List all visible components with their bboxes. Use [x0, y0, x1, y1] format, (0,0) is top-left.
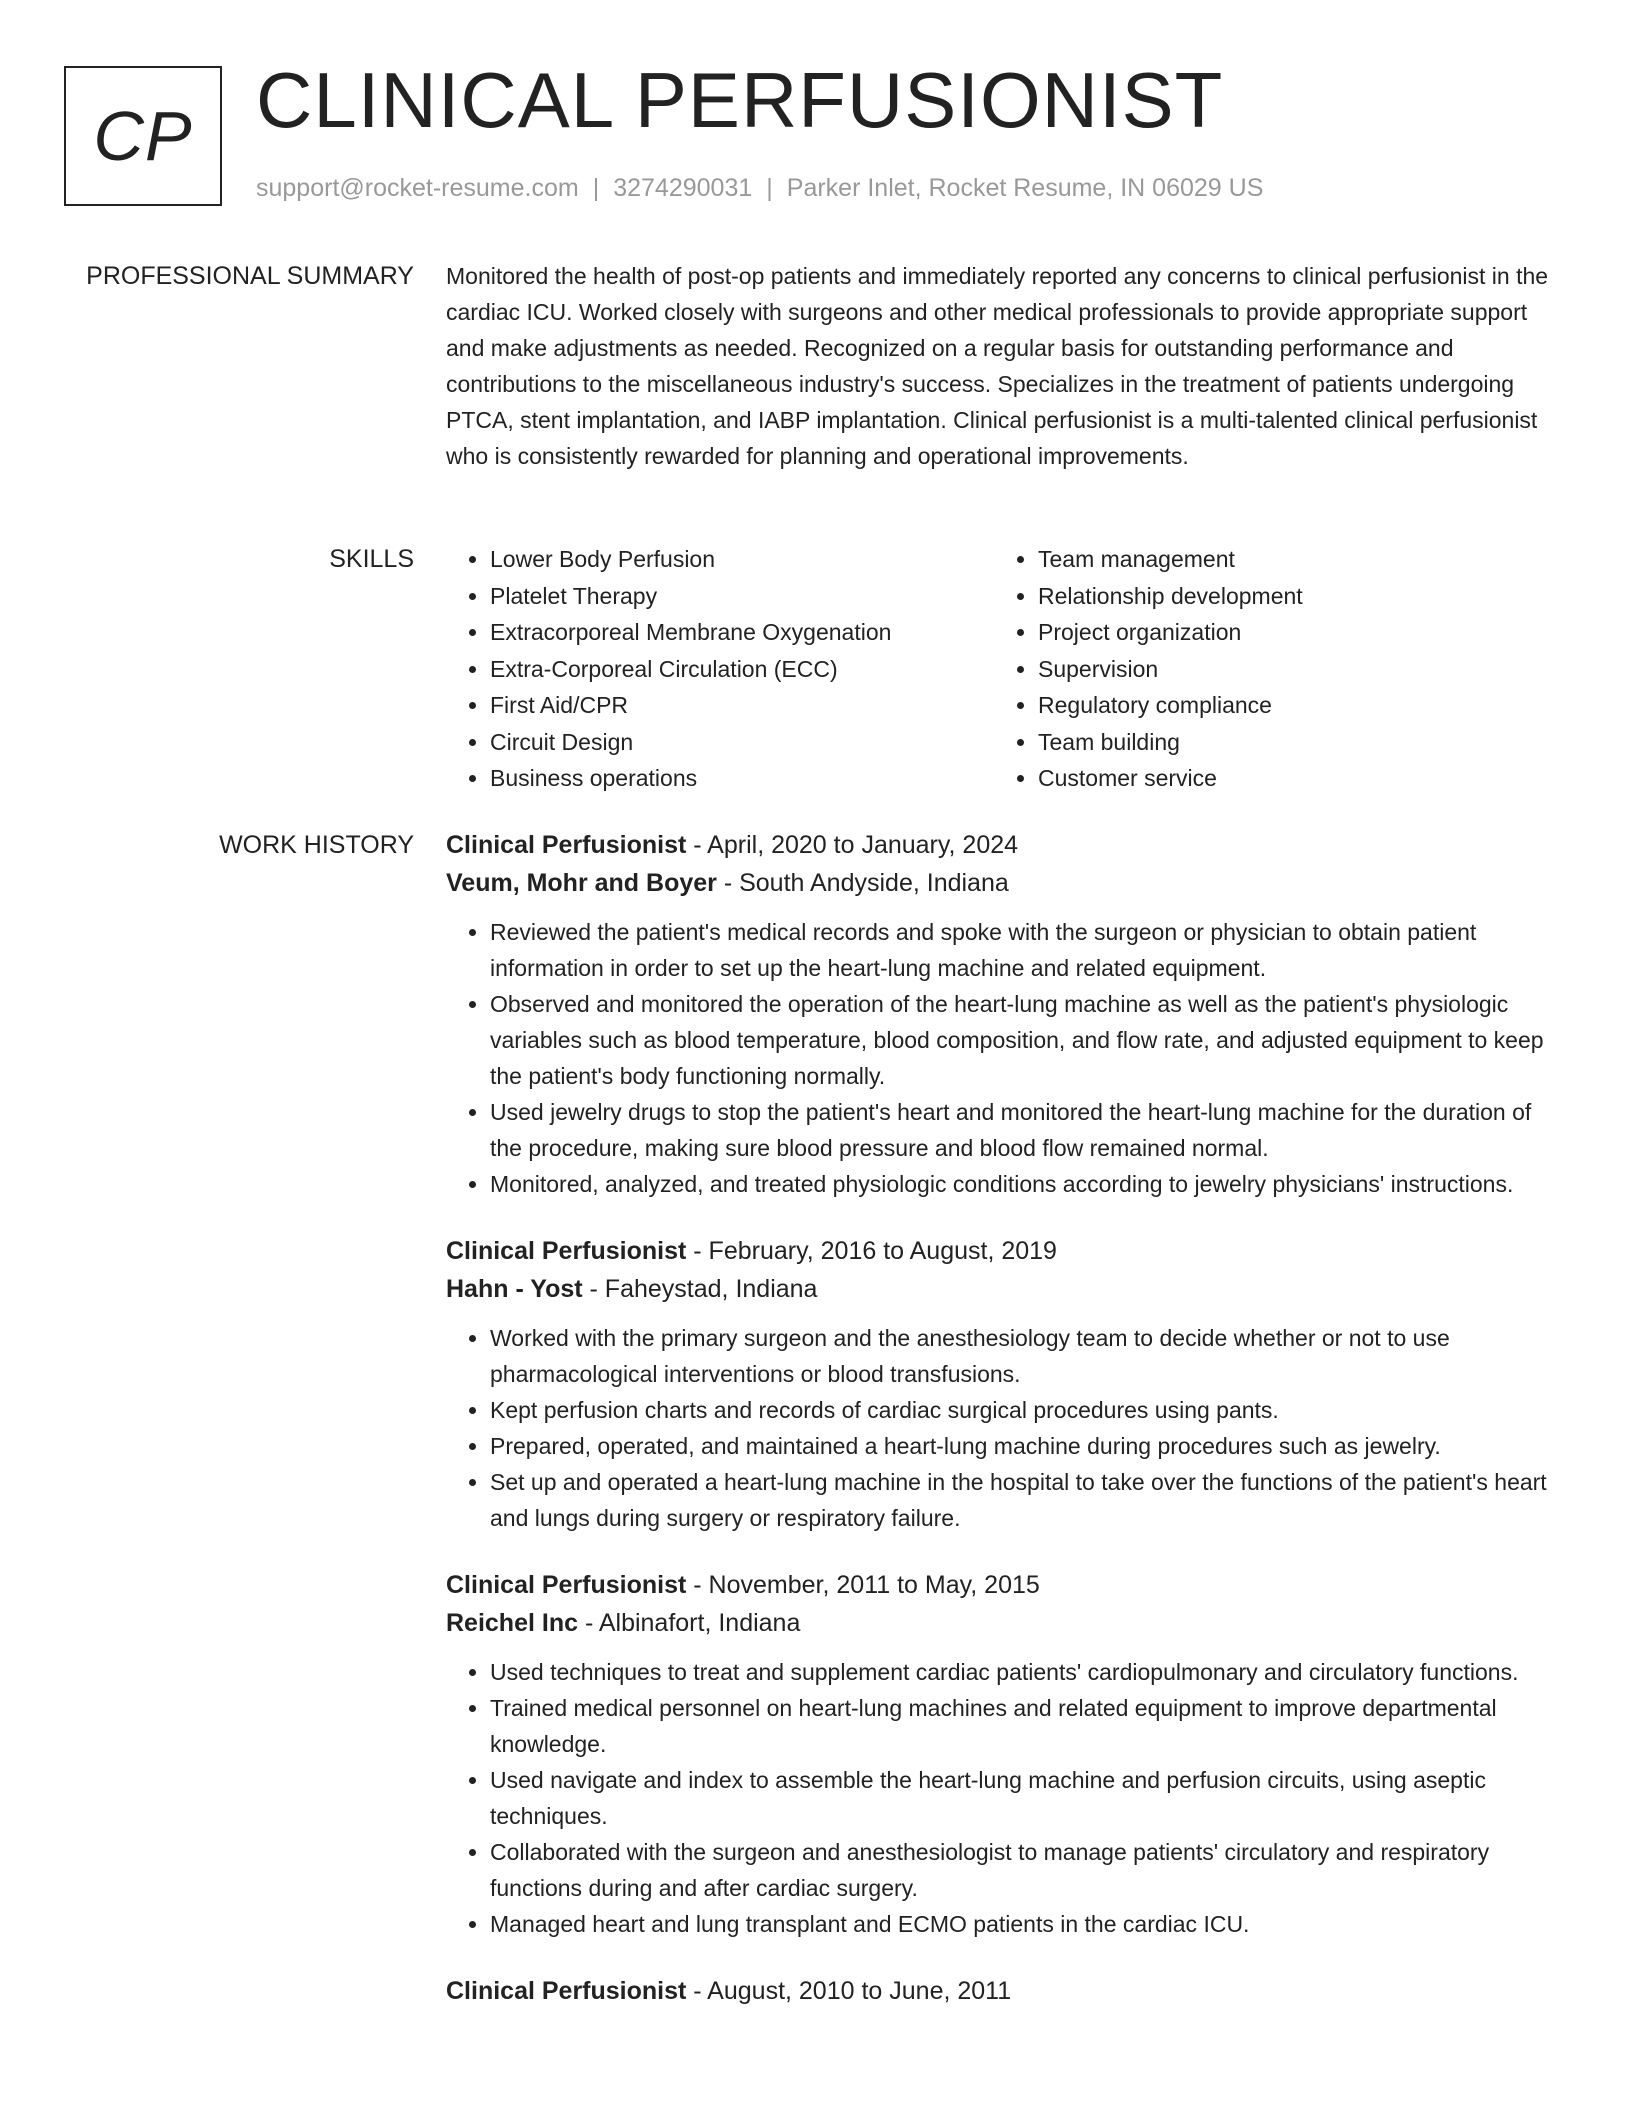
job-location: - Faheystad, Indiana [582, 1275, 818, 1303]
job-bullet: • Used techniques to treat and supplement cardiac patients' cardiopulmonary and circulatory functions. [490, 1654, 1556, 1690]
skill-item: • Supervision [1038, 651, 1303, 688]
job-title-line [446, 1232, 1556, 1270]
job-company-line [446, 864, 1556, 902]
job-dates: - November, 2011 to May, 2015 [686, 1571, 1040, 1599]
job-bullet: • Set up and operated a heart-lung machine in the hospital to take over the functions of the patient's heart and lungs during surgery or respiratory failure. [490, 1464, 1556, 1536]
skills-body [446, 541, 1556, 797]
job-entry [446, 1566, 1556, 1942]
skill-item: • Team building [1038, 724, 1303, 761]
contact-separator: | [766, 174, 773, 202]
job-title-line [446, 826, 1556, 864]
job-bullet: • Kept perfusion charts and records of cardiac surgical procedures using pants. [490, 1392, 1556, 1428]
job-company: Hahn - Yost [446, 1275, 583, 1303]
job-bullet: • Observed and monitored the operation of the heart-lung machine as well as the patient's physiologic variables such as blood temperature, blood composition, and flow rate, and adjusted equipment to keep the patient's body functioning normally. [490, 986, 1556, 1094]
job-bullet: • Monitored, analyzed, and treated physiologic conditions according to jewelry physicians' instructions. [490, 1166, 1556, 1202]
skill-item: • First Aid/CPR [490, 687, 994, 724]
skill-item: • Regulatory compliance [1038, 687, 1303, 724]
job-title-line [446, 1972, 1556, 2010]
job-company: Reichel Inc [446, 1609, 578, 1637]
job-title: Clinical Perfusionist [446, 1571, 687, 1599]
job-title: Clinical Perfusionist [446, 1237, 687, 1265]
job-bullet: • Worked with the primary surgeon and the anesthesiology team to decide whether or not to use pharmacological interventions or blood transfusions. [490, 1320, 1556, 1392]
resume-name: CLINICAL PERFUSIONIST [256, 56, 1224, 144]
job-location: - Albinafort, Indiana [578, 1609, 801, 1637]
monogram-text: CP [93, 97, 193, 175]
skills-column-1 [446, 541, 994, 797]
job-entry [446, 1972, 1556, 2010]
work-history-body [446, 826, 1556, 2040]
job-title: Clinical Perfusionist [446, 831, 687, 859]
skill-item: • Relationship development [1038, 578, 1303, 615]
job-bullet: • Used navigate and index to assemble the heart-lung machine and perfusion circuits, using aseptic techniques. [490, 1762, 1556, 1834]
job-company-line [446, 1270, 1556, 1308]
job-bullet: • Managed heart and lung transplant and ECMO patients in the cardiac ICU. [490, 1906, 1556, 1942]
job-bullet: • Used jewelry drugs to stop the patient's heart and monitored the heart-lung machine for the duration of the procedure, making sure blood pressure and blood flow remained normal. [490, 1094, 1556, 1166]
job-entry [446, 826, 1556, 1202]
job-dates: - April, 2020 to January, 2024 [686, 831, 1019, 859]
skill-item: • Circuit Design [490, 724, 994, 761]
job-bullets [446, 1654, 1556, 1942]
job-entry [446, 1232, 1556, 1536]
job-bullet: • Prepared, operated, and maintained a heart-lung machine during procedures such as jewelry. [490, 1428, 1556, 1464]
contact-address: Parker Inlet, Rocket Resume, IN 06029 US [786, 174, 1264, 202]
skill-item: • Extra-Corporeal Circulation (ECC) [490, 651, 994, 688]
contact-email[interactable]: support@rocket-resume.com [256, 174, 579, 202]
job-company: Veum, Mohr and Boyer [446, 869, 717, 897]
skill-item: • Lower Body Perfusion [490, 541, 994, 578]
contact-separator: | [592, 174, 600, 202]
job-bullets [446, 1320, 1556, 1536]
job-title-line [446, 1566, 1556, 1604]
contact-phone[interactable]: 3274290031 [613, 174, 753, 202]
work-history-heading: WORK HISTORY [219, 831, 414, 859]
job-company-line [446, 1604, 1556, 1642]
job-location: - South Andyside, Indiana [716, 869, 1009, 897]
job-dates: - August, 2010 to June, 2011 [686, 1977, 1012, 2005]
skill-item: • Business operations [490, 760, 994, 797]
job-bullets [446, 914, 1556, 1202]
skill-item: • Team management [1038, 541, 1303, 578]
skill-item: • Project organization [1038, 614, 1303, 651]
monogram [64, 66, 222, 206]
job-bullet: • Trained medical personnel on heart-lung machines and related equipment to improve departmental knowledge. [490, 1690, 1556, 1762]
job-dates: - February, 2016 to August, 2019 [686, 1237, 1057, 1265]
job-bullet: • Reviewed the patient's medical records and spoke with the surgeon or physician to obtain patient information in order to set up the heart-lung machine and related equipment. [490, 914, 1556, 986]
skills-heading: SKILLS [329, 545, 414, 573]
summary-text: Monitored the health of post-op patients and immediately reported any concerns to clinical perfusionist in the cardiac ICU. Worked closely with surgeons and other medical professionals to provide appropriate support and make adjustments as needed. Recognized on a regular basis for outstanding performance and contributions to the miscellaneous industry's success. Specializes in the treatment of patients undergoing PTCA, stent implantation, and IABP implantation. Clinical perfusionist is a multi-talented clinical perfusionist who is consistently rewarded for planning and operational improvements. [446, 263, 1549, 469]
skill-item: • Extracorporeal Membrane Oxygenation [490, 614, 994, 651]
skill-item: • Platelet Therapy [490, 578, 994, 615]
summary-body [446, 258, 1556, 474]
summary-heading: PROFESSIONAL SUMMARY [86, 262, 414, 290]
job-title: Clinical Perfusionist [446, 1977, 687, 2005]
skills-grid [446, 541, 1556, 797]
skill-item: • Customer service [1038, 760, 1303, 797]
skills-column-2 [994, 541, 1303, 797]
job-bullet: • Collaborated with the surgeon and anesthesiologist to manage patients' circulatory and respiratory functions during and after cardiac surgery. [490, 1834, 1556, 1906]
contact-line [256, 174, 1263, 203]
